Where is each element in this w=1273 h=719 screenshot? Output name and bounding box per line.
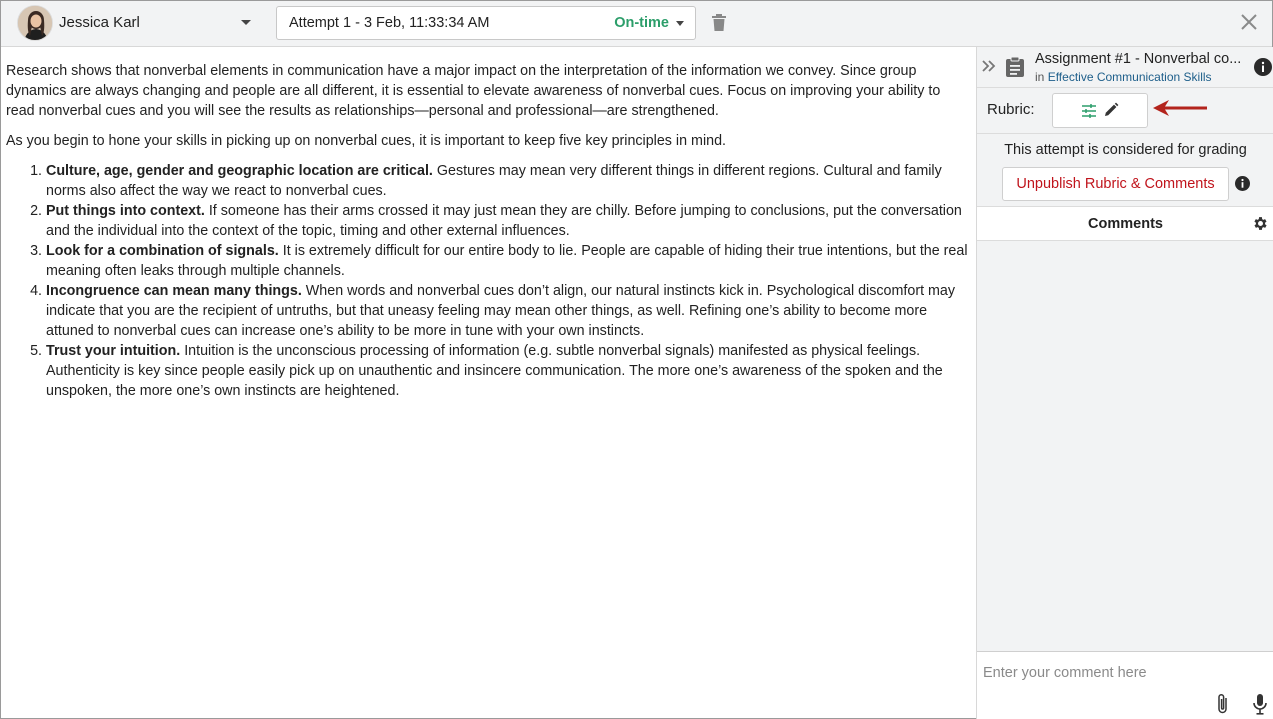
principles-list: [46, 161, 968, 401]
gear-icon[interactable]: [1252, 215, 1269, 232]
microphone-icon[interactable]: [1252, 692, 1268, 716]
chevron-down-icon: [676, 21, 684, 26]
assignment-title: Assignment #1 - Nonverbal co...: [1035, 51, 1242, 67]
assignment-course-line: [1035, 70, 1212, 84]
comments-header: [977, 206, 1273, 241]
rubric-edit-button[interactable]: [1052, 93, 1148, 128]
student-dropdown-caret[interactable]: [241, 20, 251, 25]
list-item: [46, 201, 968, 241]
attempt-dropdown[interactable]: [276, 6, 696, 40]
attempt-status: On-time: [614, 15, 669, 31]
principle-text: Gestures may mean very different things in different regions. Cultural and family norms also affect the way we react to nonverbal cues.: [46, 163, 942, 199]
close-icon[interactable]: [1239, 12, 1259, 32]
grading-side-panel: [976, 47, 1273, 719]
lead-paragraph: As you begin to hone your skills in picking up on nonverbal cues, it is important to keep five key principles in mind.: [6, 133, 726, 149]
unpublish-rubric-comments-button[interactable]: Unpublish Rubric & Comments: [1002, 167, 1229, 201]
info-icon[interactable]: [1253, 57, 1273, 77]
trash-icon[interactable]: [711, 13, 727, 33]
top-bar: [1, 1, 1272, 47]
student-name[interactable]: Jessica Karl: [59, 14, 140, 31]
clipboard-icon: [1005, 56, 1025, 78]
rubric-label: Rubric:: [987, 101, 1035, 118]
list-item: [46, 161, 968, 201]
submission-content: [6, 61, 968, 401]
list-item: [46, 241, 968, 281]
attempt-label: Attempt 1 - 3 Feb, 11:33:34 AM: [289, 15, 490, 31]
double-chevron-right-icon[interactable]: [981, 58, 997, 74]
principle-title: Trust your intuition.: [46, 343, 181, 359]
list-item: [46, 281, 968, 341]
sliders-icon: [1081, 103, 1097, 119]
grading-note: This attempt is considered for grading: [1004, 142, 1247, 158]
principle-title: Look for a combination of signals.: [46, 243, 279, 259]
comments-title: Comments: [1088, 216, 1163, 232]
principle-title: Culture, age, gender and geographic location are critical.: [46, 163, 433, 179]
principle-title: Put things into context.: [46, 203, 205, 219]
principle-text: Intuition is the unconscious processing of information (e.g. subtle nonverbal signals) manifested as physical feelings. Authenticity is key since people easily pick up on unauthentic and insincere communication. The more one’s awareness of the spoken and the unspoken, the more one’s own instincts are heightened.: [46, 343, 943, 399]
avatar: [17, 5, 53, 41]
rubric-row: [977, 87, 1273, 134]
paperclip-icon[interactable]: [1214, 692, 1232, 716]
principle-title: Incongruence can mean many things.: [46, 283, 302, 299]
comment-input[interactable]: [983, 660, 1263, 686]
list-item: [46, 341, 968, 401]
red-arrow-left-icon: [1151, 98, 1209, 118]
intro-paragraph: Research shows that nonverbal elements in communication have a major impact on the interpretation of the information we convey. Since group dynamics are always changing and people are all different, it is essential to elevate awareness of nonverbal cues. Focus on improving your ability to read nonverbal cues and you will see the results as relationships—personal and professional—are strengthened.: [6, 63, 941, 119]
principle-text: If someone has their arms crossed it may just mean they are chilly. Before jumping to conclusions, put the conversation and the individual into the context of the topic, timing and other external influences.: [46, 203, 962, 239]
in-label: in: [1035, 70, 1045, 84]
course-link[interactable]: Effective Communication Skills: [1047, 70, 1212, 84]
comment-composer: [977, 651, 1273, 719]
principle-text: It is extremely difficult for our entire body to lie. People are capable of hiding their true intentions, but the real meaning often leaks through multiple channels.: [46, 243, 968, 279]
pencil-icon: [1103, 102, 1119, 118]
info-icon[interactable]: [1234, 175, 1251, 192]
principle-text: When words and nonverbal cues don’t align, our natural instincts kick in. Psychological discomfort may indicate that you are the recipient of untruths, but that uneasy feeling may mean other things, as well. Refining one’s ability to become more attuned to nonverbal cues can increase one’s ability to be more in tune with your own instincts.: [46, 283, 956, 339]
